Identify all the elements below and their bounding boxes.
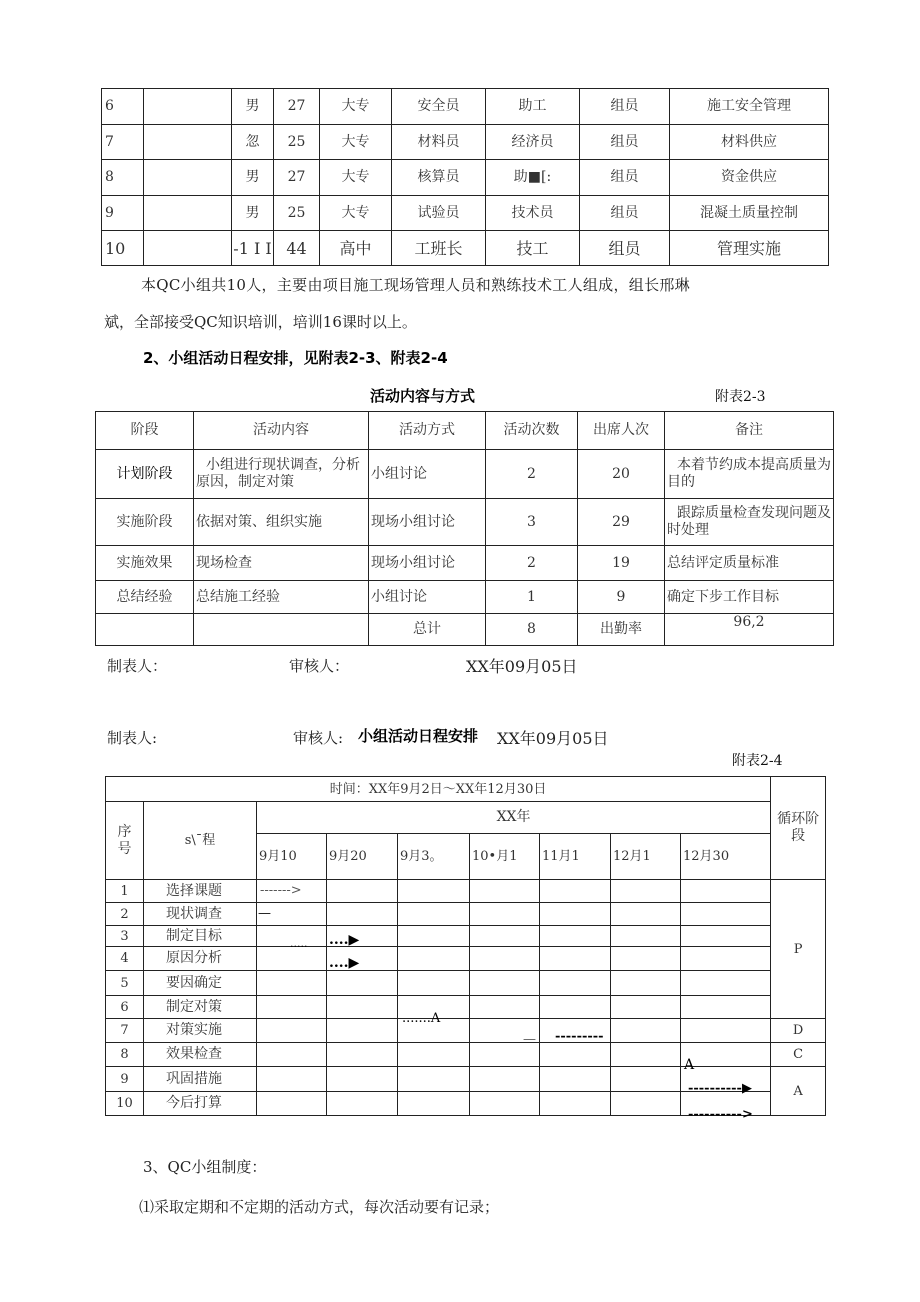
section-3-item-1: ⑴采取定期和不定期的活动方式，每次活动要有记录； (139, 1198, 500, 1216)
activity-date: XX年09月05日 (466, 657, 578, 676)
schedule-date-header: 9月3。 (398, 834, 470, 880)
schedule-grid-cell (611, 971, 681, 996)
schedule-grid-cell (540, 1043, 611, 1067)
schedule-grid-cell (681, 1019, 771, 1043)
activity-cell: 本着节约成本提高质量为目的 (665, 450, 834, 499)
schedule-year: XX年 (257, 802, 771, 834)
member-cell: 44 (274, 231, 320, 266)
schedule-title: 小组活动日程安排 (358, 727, 479, 745)
activity-preparer: 制表人： (107, 657, 168, 675)
mark-cause-arrow: ....▶ (329, 955, 360, 971)
schedule-row-name: 对策实施 (144, 1019, 257, 1043)
activity-header-cell: 活动次数 (486, 412, 578, 450)
member-cell: 材料供应 (670, 125, 829, 160)
schedule-date-header: 12月30 (681, 834, 771, 880)
member-cell: 27 (274, 160, 320, 196)
schedule-grid-cell (398, 903, 470, 926)
member-cell: 男 (232, 160, 274, 196)
schedule-grid-cell (257, 1043, 327, 1067)
schedule-grid-cell (611, 1067, 681, 1092)
table-row (106, 996, 826, 1019)
activity-cell: 计划阶段 (96, 450, 194, 499)
schedule-row-name: 巩固措施 (144, 1067, 257, 1092)
schedule-grid-cell (398, 1092, 470, 1116)
schedule-grid-cell (611, 1043, 681, 1067)
activity-total-label: 总计 (369, 614, 486, 646)
schedule-grid-cell (327, 1092, 398, 1116)
member-cell (144, 160, 232, 196)
activity-table (95, 411, 834, 646)
schedule-row-name: 制定对策 (144, 996, 257, 1019)
member-cell: 施工安全管理 (670, 89, 829, 125)
activity-header-cell: 活动内容 (194, 412, 369, 450)
member-cell: 助■[: (486, 160, 580, 196)
table-row (102, 125, 829, 160)
activity-cell: 现场小组讨论 (369, 499, 486, 546)
activity-reviewer: 审核人： (289, 657, 350, 675)
activity-attendance-value: 96,2 (665, 614, 834, 646)
mark-implement-dash: — (523, 1032, 536, 1047)
member-cell: 男 (232, 196, 274, 231)
table-row (106, 926, 826, 947)
member-cell: 组员 (580, 125, 670, 160)
schedule-grid-cell (540, 1092, 611, 1116)
schedule-grid-cell (611, 947, 681, 971)
schedule-table (105, 776, 826, 1116)
schedule-row-name: 原因分析 (144, 947, 257, 971)
member-cell: 核算员 (392, 160, 486, 196)
schedule-row-no: 9 (106, 1067, 144, 1092)
schedule-grid-cell (540, 880, 611, 903)
member-cell: 管理实施 (670, 231, 829, 266)
member-cell: 7 (102, 125, 144, 160)
table-row (96, 581, 834, 614)
member-cell: 组员 (580, 196, 670, 231)
activity-cell (96, 614, 194, 646)
member-cell: 技工 (486, 231, 580, 266)
activity-header-cell: 出席人次 (578, 412, 665, 450)
activity-attendance-label: 出勤率 (578, 614, 665, 646)
member-cell: 混凝土质量控制 (670, 196, 829, 231)
schedule-grid-cell (327, 1067, 398, 1092)
activity-cell: 现场检查 (194, 546, 369, 581)
member-cell: 组员 (580, 89, 670, 125)
activity-total-value: 8 (486, 614, 578, 646)
member-cell: 经济员 (486, 125, 580, 160)
member-cell: 组员 (580, 160, 670, 196)
mark-status-survey: — (258, 906, 271, 921)
schedule-phase-a: A (771, 1067, 826, 1116)
schedule-grid-cell (257, 1019, 327, 1043)
schedule-grid-cell (540, 996, 611, 1019)
table-row (106, 947, 826, 971)
schedule-grid-cell (470, 996, 540, 1019)
schedule-date-header: 9月20 (327, 834, 398, 880)
member-cell: 8 (102, 160, 144, 196)
activity-cell: 29 (578, 499, 665, 546)
schedule-grid-cell (611, 996, 681, 1019)
schedule-grid-cell (681, 926, 771, 947)
schedule-row-name: 效果检查 (144, 1043, 257, 1067)
member-cell: 技术员 (486, 196, 580, 231)
table-row (106, 777, 826, 802)
member-cell (144, 196, 232, 231)
member-cell: 男 (232, 89, 274, 125)
schedule-grid-cell (540, 1067, 611, 1092)
table-row (96, 450, 834, 499)
member-cell: 10 (102, 231, 144, 266)
activity-cell: 小组讨论 (369, 450, 486, 499)
member-cell: 大专 (320, 125, 392, 160)
table-row (96, 412, 834, 450)
member-cell: 安全员 (392, 89, 486, 125)
schedule-grid-cell (398, 1043, 470, 1067)
schedule-grid-cell (327, 903, 398, 926)
schedule-grid-cell (257, 1067, 327, 1092)
activity-cell: 小组进行现状调查，分析原因，制定对策 (194, 450, 369, 499)
member-cell: 25 (274, 196, 320, 231)
schedule-grid-cell (398, 947, 470, 971)
schedule-row-no: 6 (106, 996, 144, 1019)
schedule-row-name: 现状调查 (144, 903, 257, 926)
schedule-grid-cell (470, 947, 540, 971)
schedule-grid-cell (257, 947, 327, 971)
schedule-grid-cell (327, 996, 398, 1019)
schedule-row-no: 2 (106, 903, 144, 926)
schedule-cycle-header: 循环阶段 (771, 777, 826, 880)
schedule-grid-cell (470, 880, 540, 903)
schedule-row-name: 今后打算 (144, 1092, 257, 1116)
activity-cell: 2 (486, 450, 578, 499)
member-table (101, 88, 829, 266)
table-row (106, 880, 826, 903)
activity-cell: 1 (486, 581, 578, 614)
mark-target-arrow: ....▶ (329, 932, 360, 948)
schedule-date-header: 12月1 (611, 834, 681, 880)
section-3-heading: 3、QC小组制度： (143, 1158, 267, 1176)
schedule-grid-cell (398, 926, 470, 947)
schedule-grid-cell (398, 1067, 470, 1092)
activity-cell: 现场小组讨论 (369, 546, 486, 581)
activity-cell: 跟踪质量检查发现问题及时处理 (665, 499, 834, 546)
member-cell: 25 (274, 125, 320, 160)
member-cell: 大专 (320, 89, 392, 125)
member-cell: -1 I I (232, 231, 274, 266)
schedule-grid-cell (681, 947, 771, 971)
intro-line-1: 本QC小组共10人，主要由项目施工现场管理人员和熟练技术工人组成，组长邢琳 (141, 276, 690, 294)
schedule-preparer: 制表人: (107, 729, 158, 747)
schedule-grid-cell (470, 903, 540, 926)
schedule-grid-cell (611, 926, 681, 947)
schedule-row-no: 3 (106, 926, 144, 947)
activity-cell: 9 (578, 581, 665, 614)
member-cell: 组员 (580, 231, 670, 266)
schedule-row-name: 制定目标 (144, 926, 257, 947)
mark-implement-line: --------- (555, 1029, 604, 1044)
activity-header-cell: 活动方式 (369, 412, 486, 450)
table-row (106, 971, 826, 996)
schedule-grid-cell (398, 880, 470, 903)
schedule-grid-cell (327, 880, 398, 903)
schedule-grid-cell (257, 971, 327, 996)
table-row (102, 160, 829, 196)
schedule-row-name: 选择课题 (144, 880, 257, 903)
activity-cell: 总结评定质量标准 (665, 546, 834, 581)
member-cell: 9 (102, 196, 144, 231)
activity-cell: 依据对策、组织实施 (194, 499, 369, 546)
table-row (106, 802, 826, 834)
member-cell: 材料员 (392, 125, 486, 160)
schedule-grid-cell (470, 971, 540, 996)
member-cell (144, 231, 232, 266)
schedule-grid-cell (611, 1019, 681, 1043)
schedule-row-no: 7 (106, 1019, 144, 1043)
mark-target-dots: ..... (290, 937, 308, 950)
activity-cell: 确定下步工作目标 (665, 581, 834, 614)
schedule-grid-cell (611, 903, 681, 926)
activity-cell: 实施效果 (96, 546, 194, 581)
member-cell: 试验员 (392, 196, 486, 231)
schedule-row-no: 8 (106, 1043, 144, 1067)
table-row (96, 499, 834, 546)
activity-table-title: 活动内容与方式 (370, 387, 476, 405)
activity-cell: 19 (578, 546, 665, 581)
activity-cell: 总结施工经验 (194, 581, 369, 614)
member-cell: 大专 (320, 160, 392, 196)
table-row (102, 196, 829, 231)
table-row (96, 614, 834, 646)
schedule-grid-cell (611, 1092, 681, 1116)
section-2-heading: 2、小组活动日程安排，见附表2-3、附表2-4 (143, 349, 448, 367)
table-row (106, 1043, 826, 1067)
mark-consolidate-arrow: ----------▶ (688, 1081, 752, 1096)
member-cell: 资金供应 (670, 160, 829, 196)
activity-cell: 2 (486, 546, 578, 581)
mark-check-a: A (684, 1057, 695, 1073)
schedule-grid-cell (470, 1092, 540, 1116)
member-cell: 6 (102, 89, 144, 125)
table-row (106, 903, 826, 926)
schedule-date: XX年09月05日 (497, 729, 609, 748)
member-cell (144, 125, 232, 160)
schedule-grid-cell (540, 926, 611, 947)
schedule-date-header: 11月1 (540, 834, 611, 880)
schedule-row-no: 4 (106, 947, 144, 971)
schedule-phase-c: C (771, 1043, 826, 1067)
schedule-time-range: 时间：XX年9月2日～XX年12月30日 (106, 777, 771, 802)
schedule-process-header: s\ˉ程 (144, 802, 257, 880)
member-cell: 大专 (320, 196, 392, 231)
table-row (102, 89, 829, 125)
schedule-grid-cell (327, 971, 398, 996)
table-row (102, 231, 829, 266)
activity-table-label: 附表2-3 (715, 389, 766, 405)
schedule-grid-cell (470, 926, 540, 947)
schedule-grid-cell (681, 971, 771, 996)
mark-countermeasure: .......A (402, 1011, 441, 1026)
schedule-phase-p: P (771, 880, 826, 1019)
schedule-grid-cell (540, 971, 611, 996)
member-cell: 27 (274, 89, 320, 125)
schedule-reviewer: 审核人: (293, 729, 344, 747)
schedule-row-no: 5 (106, 971, 144, 996)
table-row (106, 1019, 826, 1043)
intro-line-2: 斌，全部接受QC知识培训，培训16课时以上。 (104, 313, 417, 331)
member-cell: 高中 (320, 231, 392, 266)
schedule-row-no: 1 (106, 880, 144, 903)
activity-cell: 实施阶段 (96, 499, 194, 546)
member-cell: 忽 (232, 125, 274, 160)
activity-cell: 3 (486, 499, 578, 546)
schedule-grid-cell (681, 996, 771, 1019)
schedule-grid-cell (257, 1092, 327, 1116)
activity-cell: 20 (578, 450, 665, 499)
schedule-phase-d: D (771, 1019, 826, 1043)
schedule-date-header: 10•月1 (470, 834, 540, 880)
member-cell: 工班长 (392, 231, 486, 266)
schedule-table-label: 附表2-4 (732, 753, 783, 769)
schedule-grid-cell (681, 903, 771, 926)
activity-cell (194, 614, 369, 646)
schedule-grid-cell (611, 880, 681, 903)
schedule-grid-cell (681, 880, 771, 903)
table-row (96, 546, 834, 581)
schedule-date-header: 9月10 (257, 834, 327, 880)
schedule-grid-cell (327, 1019, 398, 1043)
mark-future-arrow: ----------> (688, 1107, 753, 1122)
schedule-grid-cell (540, 947, 611, 971)
schedule-row-name: 要因确定 (144, 971, 257, 996)
schedule-seq-header: 序号 (106, 802, 144, 880)
schedule-grid-cell (470, 1067, 540, 1092)
schedule-grid-cell (327, 1043, 398, 1067)
member-cell: 助工 (486, 89, 580, 125)
schedule-grid-cell (398, 971, 470, 996)
activity-header-cell: 阶段 (96, 412, 194, 450)
schedule-grid-cell (257, 996, 327, 1019)
activity-cell: 总结经验 (96, 581, 194, 614)
activity-cell: 小组讨论 (369, 581, 486, 614)
schedule-grid-cell (540, 903, 611, 926)
schedule-row-no: 10 (106, 1092, 144, 1116)
mark-select-topic: -------> (260, 883, 302, 898)
activity-header-cell: 备注 (665, 412, 834, 450)
member-cell (144, 89, 232, 125)
